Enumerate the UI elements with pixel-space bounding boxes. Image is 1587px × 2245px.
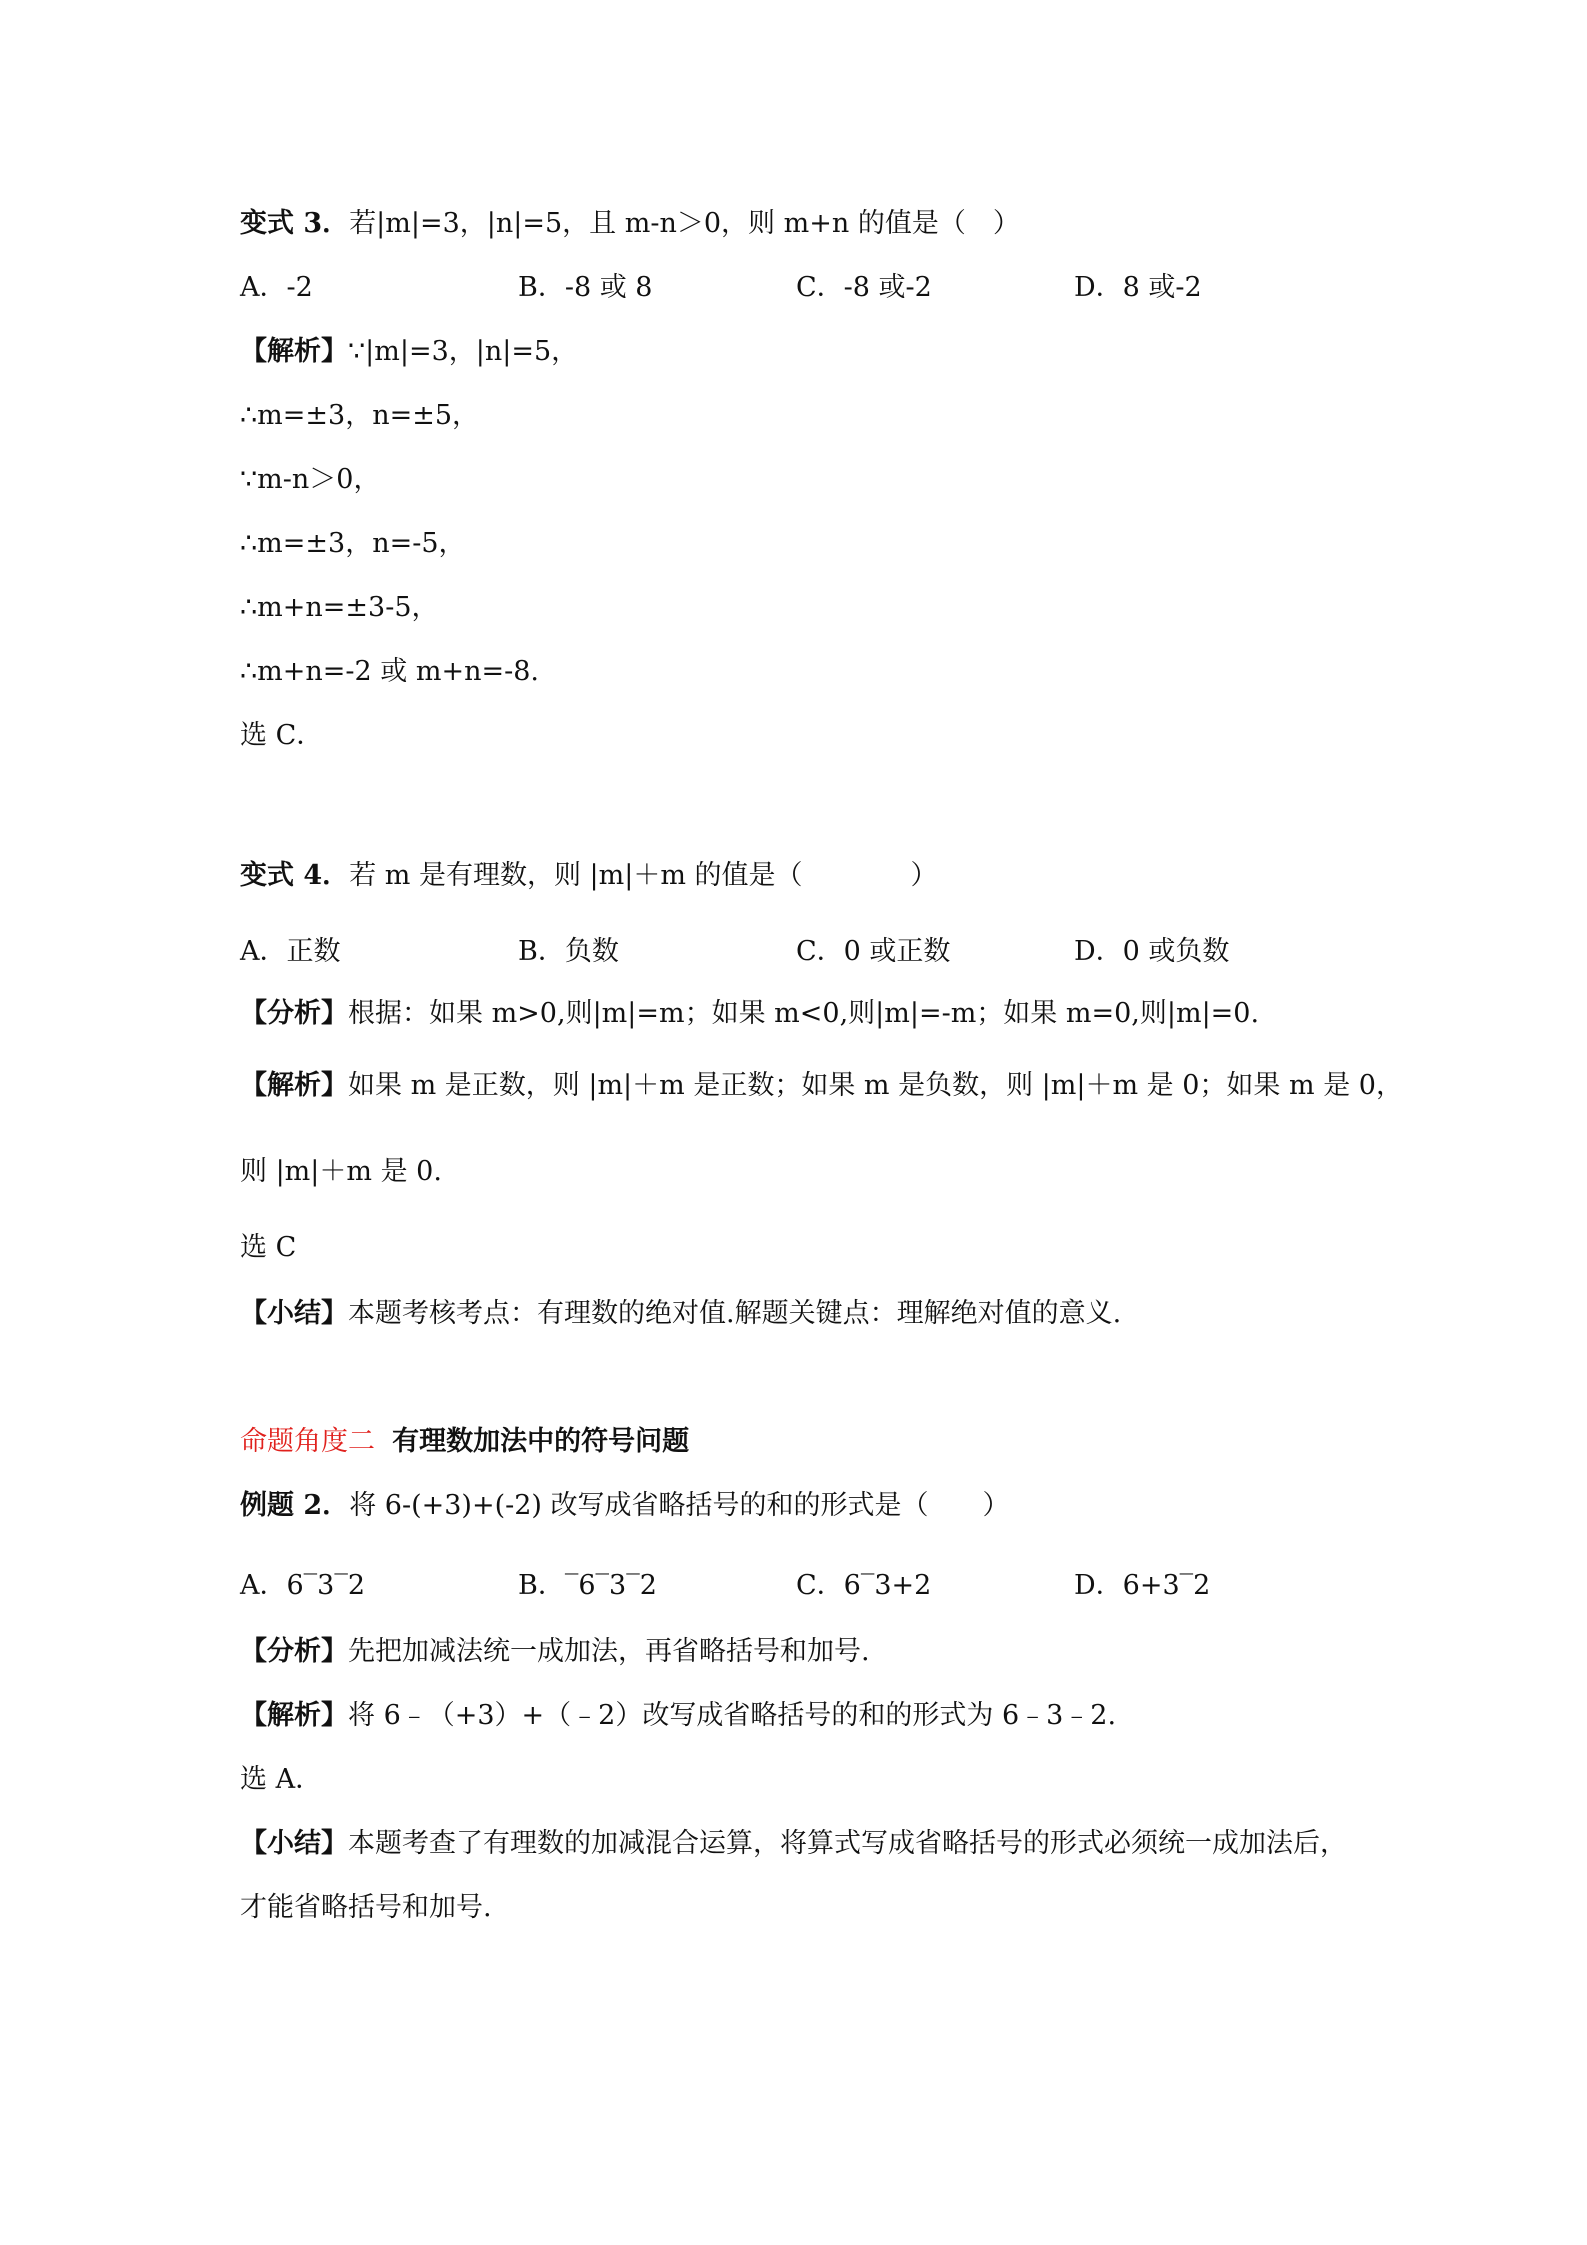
variant-4-question [240,858,938,894]
variant-3-option-c: C．-8 或-2 [796,272,932,303]
variant-4-analysis-label: 【分析】 [240,998,348,1029]
example-2-analysis-text: 先把加减法统一成加法，再省略括号和加号. [348,1636,870,1667]
variant-3-option-b: B．-8 或 8 [518,272,653,303]
variant-4-solution-text: 如果 m 是正数，则 |m|＋m 是正数；如果 m 是负数，则 |m|＋m 是 0；如果 m 是 0， [348,1070,1403,1101]
example-2-option-a: A．6‾3‾2 [240,1570,366,1601]
variant-3-option-d: D．8 或-2 [1074,272,1202,303]
example-2-summary-label: 【小结】 [240,1828,348,1859]
section-title: 有理数加法中的符号问题 [392,1426,690,1457]
variant-4-option-b: B．负数 [518,936,619,967]
variant-4-solution-label: 【解析】 [240,1070,348,1101]
variant-3-step: ∵m-n＞0， [240,464,381,495]
example-2-summary-line-1 [240,1826,1347,1862]
variant-3-answer: 选 C． [240,720,324,751]
example-2-summary-text: 本题考查了有理数的加减混合运算，将算式写成省略括号的形式必须统一成加法后， [348,1828,1347,1859]
example-2-analysis [240,1634,870,1670]
variant-3-step: ∴m=±3，n=±5， [240,400,480,431]
variant-4-question-text: 若 m 是有理数，则 |m|＋m 的值是（ ） [349,860,938,891]
variant-4-summary [240,1296,1121,1332]
variant-3-title: 变式 3． [240,208,350,239]
variant-4-analysis-text: 根据：如果 m>0,则|m|=m；如果 m<0,则|m|=-m；如果 m=0,则|m|=0. [348,998,1260,1029]
section-heading [240,1424,689,1460]
example-2-question [240,1488,1010,1524]
variant-4-solution-line-1 [240,1068,1403,1104]
variant-4-summary-label: 【小结】 [240,1298,348,1329]
variant-3-analysis-label: 【解析】 [240,336,348,367]
variant-3-question-text: 若|m|=3，|n|=5，且 m-n＞0，则 m+n 的值是（ ） [349,208,1020,239]
section-prefix: 命题角度二 [240,1426,375,1457]
example-2-solution-text: 将 6﹣（+3）+（﹣2）改写成省略括号的和的形式为 6﹣3﹣2. [348,1700,1117,1731]
variant-4-summary-text: 本题考核考点：有理数的绝对值.解题关键点：理解绝对值的意义. [348,1298,1122,1329]
variant-3-option-a: A．-2 [240,272,313,303]
variant-4-option-d: D．0 或负数 [1074,936,1230,967]
example-2-option-c: C．6‾3+2 [796,1570,932,1601]
example-2-title: 例题 2． [240,1490,350,1521]
example-2-solution [240,1698,1116,1734]
variant-3-step: ∴m=±3，n=-5， [240,528,466,559]
example-2-solution-label: 【解析】 [240,1700,348,1731]
variant-4-title: 变式 4． [240,860,350,891]
example-2-option-b: B．‾6‾3‾2 [518,1570,657,1601]
variant-3-step: ∴m+n=±3-5， [240,592,439,623]
variant-4-answer: 选 C [240,1232,297,1263]
variant-4-analysis [240,996,1259,1032]
variant-3-question [240,206,1020,242]
variant-3-analysis-text: ∵|m|=3，|n|=5， [348,336,579,367]
variant-4-solution-line-2: 则 |m|＋m 是 0. [240,1156,442,1187]
example-2-question-text: 将 6-(+3)+(-2) 改写成省略括号的和的形式是（ ） [349,1490,1010,1521]
example-2-summary-line-2: 才能省略括号和加号. [240,1892,492,1923]
variant-3-analysis [240,334,578,370]
example-2-option-d: D．6+3‾2 [1074,1570,1211,1601]
variant-4-option-c: C．0 或正数 [796,936,951,967]
example-2-analysis-label: 【分析】 [240,1636,348,1667]
variant-4-option-a: A．正数 [240,936,341,967]
example-2-answer: 选 A． [240,1764,323,1795]
variant-3-step: ∴m+n=-2 或 m+n=-8. [240,656,540,687]
